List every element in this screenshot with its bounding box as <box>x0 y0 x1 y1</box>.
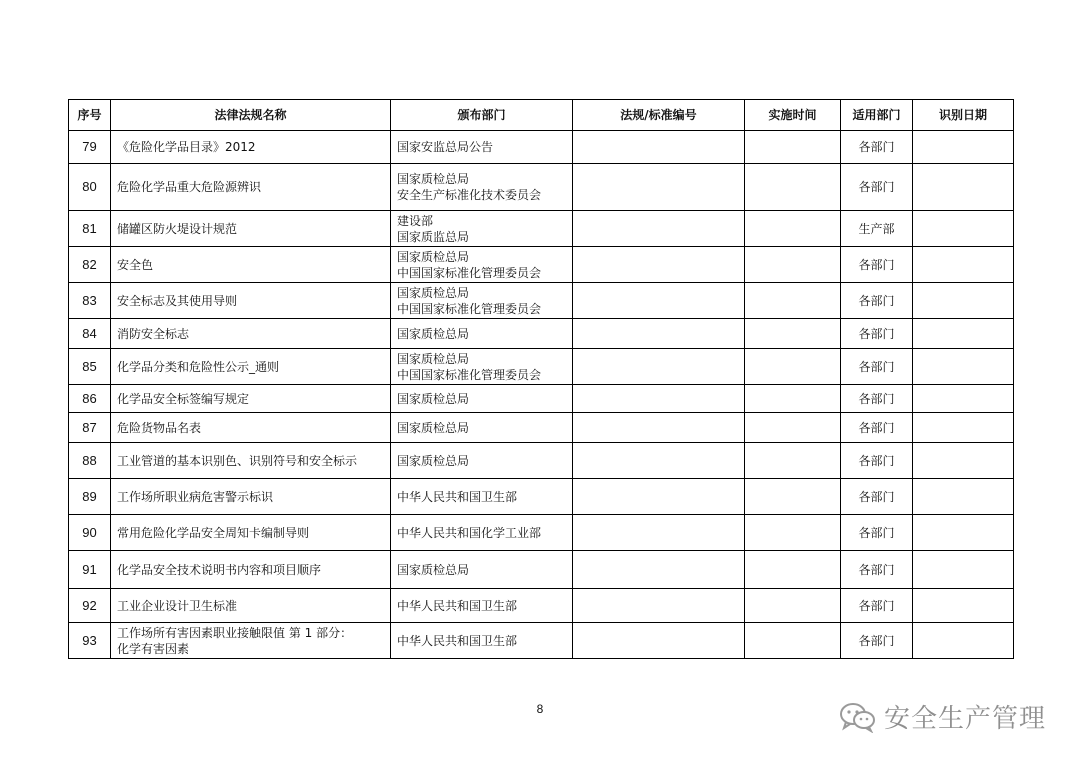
department-cell: 各部门 <box>841 479 913 515</box>
name-cell <box>111 211 391 247</box>
identified-date-cell <box>913 515 1014 551</box>
publisher-cell-line: 国家安监总局公告 <box>397 140 494 154</box>
code-cell <box>573 211 745 247</box>
serial-cell: 93 <box>69 623 111 659</box>
code-cell <box>573 385 745 413</box>
publisher-cell-line: 中国国家标准化管理委员会 <box>397 265 542 280</box>
table-row <box>69 164 1014 211</box>
table-row <box>69 413 1014 443</box>
effective-date-cell <box>745 443 841 479</box>
effective-date-cell <box>745 413 841 443</box>
name-cell <box>111 551 391 589</box>
serial-cell: 86 <box>69 385 111 413</box>
department-cell: 各部门 <box>841 349 913 385</box>
name-cell-line: 工作场所职业病危害警示标识 <box>117 489 274 504</box>
name-cell <box>111 385 391 413</box>
header-effective-date: 实施时间 <box>745 100 841 131</box>
identified-date-cell <box>913 349 1014 385</box>
publisher-cell-line: 中国国家标准化管理委员会 <box>397 301 542 316</box>
effective-date-cell <box>745 164 841 211</box>
serial-cell: 88 <box>69 443 111 479</box>
effective-date-cell <box>745 211 841 247</box>
department-cell: 各部门 <box>841 164 913 211</box>
identified-date-cell <box>913 623 1014 659</box>
effective-date-cell <box>745 349 841 385</box>
table-row <box>69 515 1014 551</box>
name-cell <box>111 319 391 349</box>
identified-date-cell <box>913 211 1014 247</box>
identified-date-cell <box>913 385 1014 413</box>
effective-date-cell <box>745 623 841 659</box>
publisher-cell-line: 国家质检总局 <box>397 285 470 300</box>
header-name: 法律法规名称 <box>111 100 391 131</box>
department-cell: 各部门 <box>841 283 913 319</box>
effective-date-cell <box>745 283 841 319</box>
code-cell <box>573 164 745 211</box>
publisher-cell-line: 中华人民共和国卫生部 <box>397 489 518 504</box>
name-cell-line: 常用危险化学品安全周知卡编制导则 <box>117 525 310 540</box>
code-cell <box>573 283 745 319</box>
serial-cell: 87 <box>69 413 111 443</box>
effective-date-cell <box>745 319 841 349</box>
publisher-cell <box>391 131 573 164</box>
code-cell <box>573 551 745 589</box>
serial-cell: 85 <box>69 349 111 385</box>
header-code: 法规/标准编号 <box>573 100 745 131</box>
publisher-cell <box>391 551 573 589</box>
publisher-cell-line: 国家质检总局 <box>397 326 470 341</box>
department-cell: 各部门 <box>841 413 913 443</box>
serial-cell: 89 <box>69 479 111 515</box>
department-cell: 各部门 <box>841 589 913 623</box>
name-cell-line: 安全标志及其使用导则 <box>117 293 238 308</box>
publisher-cell <box>391 623 573 659</box>
effective-date-cell <box>745 551 841 589</box>
publisher-cell <box>391 443 573 479</box>
name-cell <box>111 443 391 479</box>
publisher-cell-line: 建设部 <box>397 213 434 228</box>
code-cell <box>573 623 745 659</box>
table-row <box>69 623 1014 659</box>
code-cell <box>573 479 745 515</box>
name-cell <box>111 164 391 211</box>
header-serial: 序号 <box>69 100 111 131</box>
effective-date-cell <box>745 247 841 283</box>
publisher-cell <box>391 479 573 515</box>
code-cell <box>573 443 745 479</box>
serial-cell: 82 <box>69 247 111 283</box>
header-row <box>69 100 1014 131</box>
department-cell: 各部门 <box>841 515 913 551</box>
publisher-cell-line: 中国国家标准化管理委员会 <box>397 367 542 382</box>
header-publisher: 颁布部门 <box>391 100 573 131</box>
code-cell <box>573 413 745 443</box>
effective-date-cell <box>745 515 841 551</box>
code-cell <box>573 349 745 385</box>
serial-cell: 91 <box>69 551 111 589</box>
department-cell: 各部门 <box>841 131 913 164</box>
name-cell-line: 工业管道的基本识别色、识别符号和安全标示 <box>117 453 358 468</box>
publisher-cell-line: 国家质检总局 <box>397 351 470 366</box>
table-row <box>69 319 1014 349</box>
watermark <box>838 698 1046 735</box>
wechat-icon <box>838 701 878 733</box>
name-cell-line: 储罐区防火堤设计规范 <box>117 221 238 236</box>
page-number: 8 <box>536 702 544 716</box>
name-cell <box>111 247 391 283</box>
publisher-cell-line: 中华人民共和国卫生部 <box>397 633 518 648</box>
serial-cell: 92 <box>69 589 111 623</box>
table-row <box>69 589 1014 623</box>
effective-date-cell <box>745 385 841 413</box>
identified-date-cell <box>913 283 1014 319</box>
identified-date-cell <box>913 589 1014 623</box>
publisher-cell-line: 国家质检总局 <box>397 562 470 577</box>
name-cell-line: 化学品安全技术说明书内容和项目顺序 <box>117 562 322 577</box>
serial-cell: 84 <box>69 319 111 349</box>
table-row <box>69 385 1014 413</box>
code-cell <box>573 515 745 551</box>
name-cell-line: 安全色 <box>117 257 154 272</box>
serial-cell: 80 <box>69 164 111 211</box>
name-cell <box>111 623 391 659</box>
table-row <box>69 443 1014 479</box>
name-cell <box>111 589 391 623</box>
table-row <box>69 349 1014 385</box>
publisher-cell <box>391 164 573 211</box>
department-cell: 各部门 <box>841 319 913 349</box>
serial-cell: 90 <box>69 515 111 551</box>
watermark-text: 安全生产管理 <box>883 704 1046 734</box>
identified-date-cell <box>913 247 1014 283</box>
table-body <box>69 131 1014 659</box>
identified-date-cell <box>913 164 1014 211</box>
name-cell <box>111 131 391 164</box>
table-row <box>69 479 1014 515</box>
publisher-cell <box>391 283 573 319</box>
identified-date-cell <box>913 479 1014 515</box>
publisher-cell <box>391 247 573 283</box>
table-row <box>69 211 1014 247</box>
name-cell-line: 工业企业设计卫生标准 <box>117 598 238 613</box>
identified-date-cell <box>913 443 1014 479</box>
effective-date-cell <box>745 131 841 164</box>
serial-cell: 81 <box>69 211 111 247</box>
header-identified-date: 识别日期 <box>913 100 1014 131</box>
code-cell <box>573 319 745 349</box>
department-cell: 各部门 <box>841 623 913 659</box>
name-cell-line: 《危险化学品目录》2012 <box>117 140 256 154</box>
name-cell-line: 消防安全标志 <box>117 326 190 341</box>
effective-date-cell <box>745 479 841 515</box>
department-cell: 各部门 <box>841 551 913 589</box>
identified-date-cell <box>913 131 1014 164</box>
publisher-cell-line: 国家质检总局 <box>397 453 470 468</box>
department-cell: 生产部 <box>841 211 913 247</box>
publisher-cell-line: 安全生产标准化技术委员会 <box>397 188 542 202</box>
name-cell <box>111 283 391 319</box>
header-department: 适用部门 <box>841 100 913 131</box>
name-cell-line: 危险货物品名表 <box>117 420 202 435</box>
name-cell-line: 化学品安全标签编写规定 <box>117 391 250 406</box>
publisher-cell <box>391 515 573 551</box>
serial-cell: 79 <box>69 131 111 164</box>
publisher-cell <box>391 589 573 623</box>
table-row <box>69 247 1014 283</box>
identified-date-cell <box>913 319 1014 349</box>
regulation-table <box>68 99 1014 659</box>
publisher-cell-line: 国家质检总局 <box>397 172 470 186</box>
publisher-cell-line: 国家质检总局 <box>397 391 470 406</box>
identified-date-cell <box>913 413 1014 443</box>
name-cell-line: 化学有害因素 <box>117 641 190 656</box>
table-row <box>69 131 1014 164</box>
code-cell <box>573 247 745 283</box>
name-cell <box>111 413 391 443</box>
publisher-cell <box>391 385 573 413</box>
publisher-cell <box>391 349 573 385</box>
publisher-cell-line: 国家质检总局 <box>397 420 470 435</box>
name-cell <box>111 479 391 515</box>
publisher-cell-line: 中华人民共和国卫生部 <box>397 598 518 613</box>
name-cell-line: 危险化学品重大危险源辨识 <box>117 180 262 194</box>
identified-date-cell <box>913 551 1014 589</box>
publisher-cell-line: 国家质检总局 <box>397 249 470 264</box>
name-cell-line: 工作场所有害因素职业接触限值 第 1 部分： <box>117 625 353 640</box>
code-cell <box>573 131 745 164</box>
department-cell: 各部门 <box>841 247 913 283</box>
publisher-cell <box>391 413 573 443</box>
table-row <box>69 551 1014 589</box>
name-cell-line: 化学品分类和危险性公示_通则 <box>117 359 280 374</box>
name-cell <box>111 515 391 551</box>
publisher-cell <box>391 319 573 349</box>
publisher-cell-line: 中华人民共和国化学工业部 <box>397 525 542 540</box>
table-header <box>69 100 1014 131</box>
department-cell: 各部门 <box>841 443 913 479</box>
publisher-cell-line: 国家质监总局 <box>397 229 470 244</box>
code-cell <box>573 589 745 623</box>
department-cell: 各部门 <box>841 385 913 413</box>
serial-cell: 83 <box>69 283 111 319</box>
publisher-cell <box>391 211 573 247</box>
name-cell <box>111 349 391 385</box>
effective-date-cell <box>745 589 841 623</box>
table-row <box>69 283 1014 319</box>
